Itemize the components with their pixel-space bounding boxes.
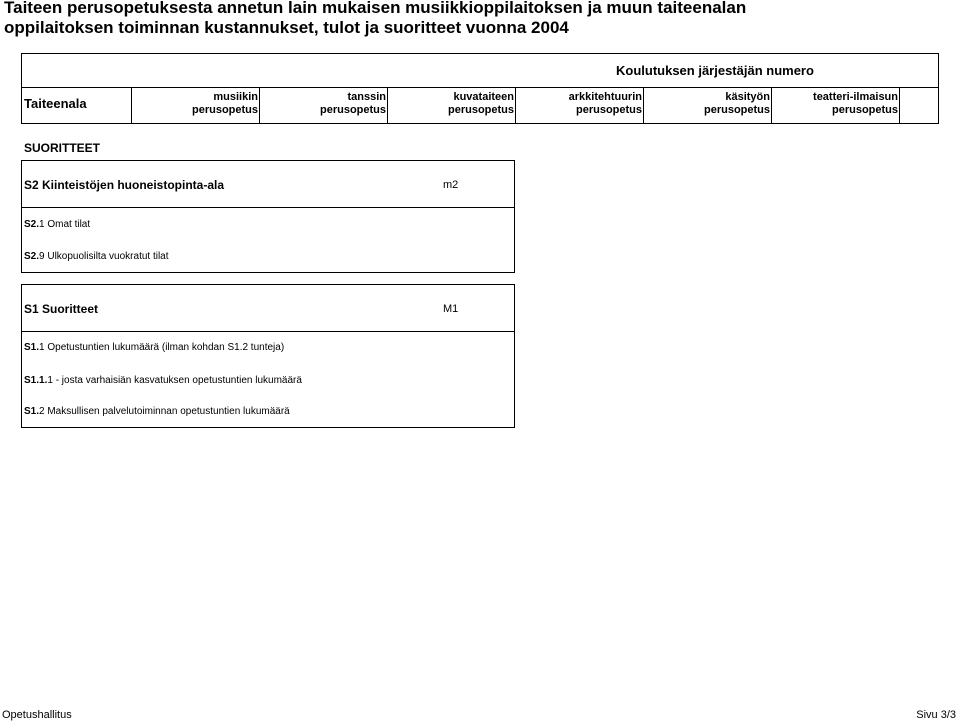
title-line-1: Taiteen perusopetuksesta annetun lain mukaisen musiikkioppilaitoksen ja muun taiteenalan — [4, 0, 747, 17]
s1-bottom-border — [21, 427, 515, 428]
section-title: SUORITTEET — [24, 141, 101, 155]
s1-right-border — [514, 332, 515, 428]
col-divider — [899, 87, 900, 124]
row-label-taiteenala: Taiteenala — [24, 96, 87, 111]
col-divider — [771, 87, 772, 124]
column-header-kasityon: käsityön perusopetus — [703, 91, 770, 116]
footer-publisher: Opetushallitus — [2, 709, 72, 721]
column-header-teatteri-ilmaisun: teatteri-ilmaisun perusopetus — [813, 91, 898, 116]
col-divider — [643, 87, 644, 124]
title-line-2: oppilaitoksen toiminnan kustannukset, tulot ja suoritteet vuonna 2004 — [4, 18, 569, 37]
s2-label: S2 Kiinteistöjen huoneistopinta-ala — [24, 178, 225, 192]
document-title — [4, 0, 904, 38]
s2-unit: m2 — [443, 179, 459, 191]
column-header-arkkitehtuurin: arkkitehtuurin perusopetus — [568, 91, 642, 116]
org-number-label: Koulutuksen järjestäjän numero — [616, 63, 814, 78]
column-header-musiikin: musiikin perusopetus — [191, 91, 258, 116]
s1-row-varhaisian-kasvatus: S1.1.1 - josta varhaisiän kasvatuksen opetustuntien lukumäärä — [24, 375, 302, 386]
s1-unit: M1 — [443, 303, 459, 315]
s1-label: S1 Suoritteet — [24, 302, 99, 316]
column-header-kuvataiteen: kuvataiteen perusopetus — [447, 91, 514, 116]
s2-left-border — [21, 208, 22, 273]
col-divider — [387, 87, 388, 124]
s1-row-opetustunnit: S1.1 Opetustuntien lukumäärä (ilman kohdan S1.2 tunteja) — [24, 342, 285, 353]
col-divider — [131, 87, 132, 124]
footer-page-number: Sivu 3/3 — [916, 709, 956, 721]
s2-row-vuokratut-tilat: S2.9 Ulkopuolisilta vuokratut tilat — [24, 251, 169, 262]
s1-row-maksullinen-palvelutoiminta: S1.2 Maksullisen palvelutoiminnan opetustuntien lukumäärä — [24, 406, 290, 417]
col-divider — [515, 87, 516, 124]
header-divider — [21, 87, 939, 88]
s1-left-border — [21, 332, 22, 428]
col-divider — [259, 87, 260, 124]
s2-row-omat-tilat: S2.1 Omat tilat — [24, 219, 91, 230]
column-header-tanssin: tanssin perusopetus — [319, 91, 386, 116]
s2-right-border — [514, 208, 515, 273]
s2-bottom-border — [21, 272, 515, 273]
